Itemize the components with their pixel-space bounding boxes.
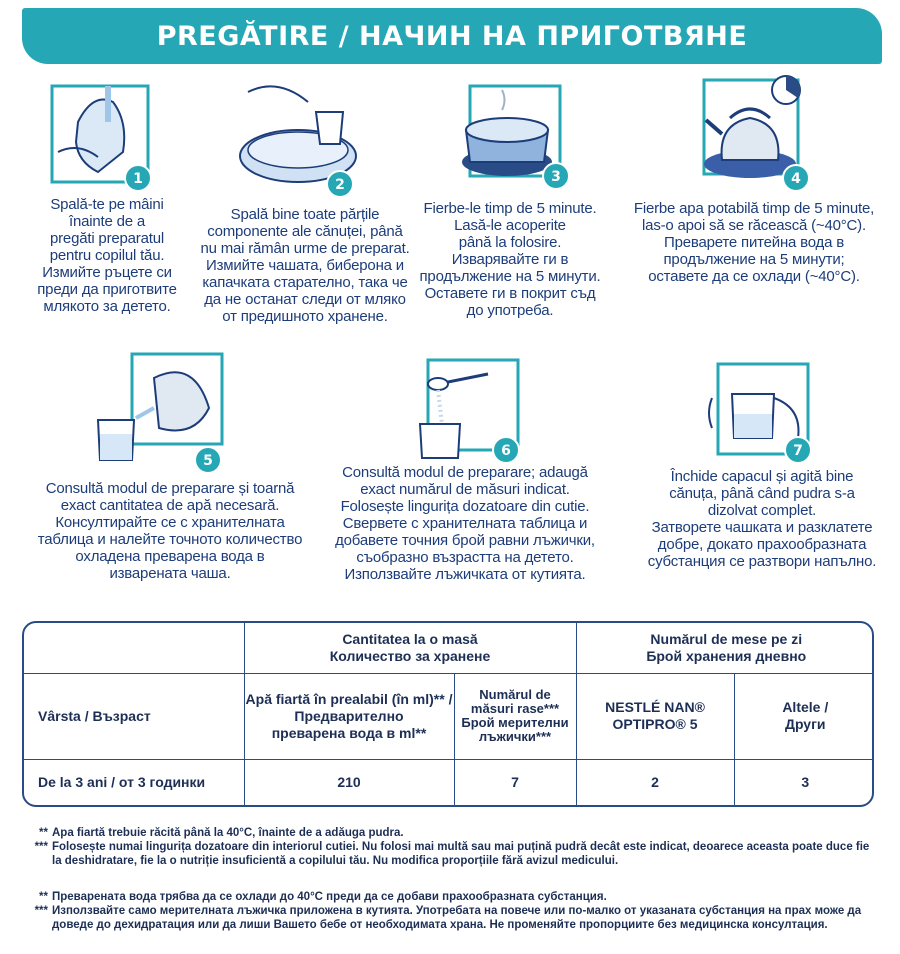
page-title: PREGĂTIRE / НАЧИН НА ПРИГОТВЯНЕ bbox=[156, 20, 748, 52]
step-3-text: Fierbe-le timp de 5 minute. Lasă-le acoperite până la folosire. Изварявайте ги в продължение на 5 минути. Оставете ги в покрит съд до употреба. bbox=[419, 200, 601, 319]
pouring-water-icon bbox=[84, 348, 234, 474]
footnotes-ro bbox=[30, 826, 880, 868]
footnote: ** Преварената вода трябва да се охлади до 40°C преди да се добави прахообразната субстанция. bbox=[39, 891, 607, 903]
col-water-header: Apă fiartă în prealabil (în ml)** / Предварително преварена вода в ml** bbox=[244, 673, 454, 759]
footnotes-bg bbox=[30, 890, 880, 932]
svg-text:6: 6 bbox=[501, 443, 511, 459]
step-6-text: Consultă modul de preparare; adaugă exact numărul de măsuri indicat. Folosește lingurița dozatoare din cutie. Свервете с хранителната таблица и добавете точния брой равни лъжички, съобразно възрастта на детето. Използвайте лъжичката от кутията. bbox=[335, 464, 595, 583]
step-4-text: Fierbe apa potabilă timp de 5 minute, las-o apoi să se răcească (~40°C). Преварете питейна вода в продължение на 5 минути; оставете да се охлади (~40°C). bbox=[633, 200, 875, 285]
title-banner bbox=[22, 8, 882, 64]
col-scoops-header: Numărul de măsuri rase*** Брой мерителни лъжички*** bbox=[454, 673, 576, 759]
group-meals-header: Numărul de mese pe zi Брой хранения дневно bbox=[576, 623, 874, 673]
step-7-text: Închide capacul și agită bine cănuța, până când pudra s-a dizolvat complet. Затворете чашката и разклатете добре, докато прахообразната субстанция се разтвори напълно. bbox=[647, 468, 877, 570]
powder-scoop-icon bbox=[408, 354, 526, 466]
step-1-text: Spală-te pe mâini înainte de a pregăti preparatul pentru copilul tău. Измийте ръцете си преди да приготвите млякото за детето. bbox=[37, 196, 177, 315]
step-number: 1 bbox=[133, 171, 143, 187]
kettle-timer-icon bbox=[688, 74, 816, 192]
svg-text:7: 7 bbox=[793, 443, 803, 459]
cell-nan: 2 bbox=[576, 759, 734, 805]
cell-water: 210 bbox=[244, 759, 454, 805]
svg-text:5: 5 bbox=[203, 453, 213, 469]
step-5-text: Consultă modul de preparare și toarnă exact cantitatea de apă necesară. Консултирайте се с хранителната таблица и налейте точното количество охладена преварена вода в изварената чаша. bbox=[37, 480, 303, 582]
step-2-text: Spală bine toate părțile componente ale cănuței, până nu mai rămân urme de preparat. Измийте чашата, биберона и капачката старателно, така че да не останат следи от мляко от предишното хранене. bbox=[200, 206, 410, 325]
boiling-pot-icon bbox=[452, 80, 572, 192]
svg-text:3: 3 bbox=[551, 169, 561, 185]
cup-washing-icon bbox=[228, 72, 368, 198]
svg-text:2: 2 bbox=[335, 177, 345, 193]
footnote: *** Използвайте само мерителната лъжичка приложена в кутията. Употребата на повече или по-малко от указаната субстанция на прах може да доведе до дехидратация или да лиши Вашето бебе от необходимата храна. Не променяйте пропорциите без медицинска консултация. bbox=[34, 905, 862, 931]
group-quantity-header: Cantitatea la o masă Количество за хранене bbox=[244, 623, 576, 673]
svg-text:4: 4 bbox=[791, 171, 801, 187]
footnote: ** Apa fiartă trebuie răcită până la 40°C, înainte de a adăuga pudra. bbox=[39, 827, 404, 839]
table-row-age: De la 3 ani / от 3 годинки bbox=[24, 759, 244, 805]
hands-washing-icon bbox=[38, 82, 158, 194]
cell-scoops: 7 bbox=[454, 759, 576, 805]
col-nan-header: NESTLÉ NAN® OPTIPRO® 5 bbox=[576, 673, 734, 759]
shaking-cup-icon bbox=[702, 358, 820, 466]
col-age-header: Vârsta / Възраст bbox=[24, 673, 244, 759]
col-other-header: Altele / Други bbox=[734, 673, 874, 759]
footnote: *** Folosește numai lingurița dozatoare din interiorul cutiei. Nu folosi mai multă sau mai puțină pudră decât este indicat, deoarece aceasta poate duce fie la deshidratare, fie la o nutriție insuficientă a copilului tău. Nu modifica proporțiile fără avizul medicului. bbox=[34, 841, 870, 867]
cell-other: 3 bbox=[734, 759, 874, 805]
feeding-table bbox=[22, 621, 874, 807]
